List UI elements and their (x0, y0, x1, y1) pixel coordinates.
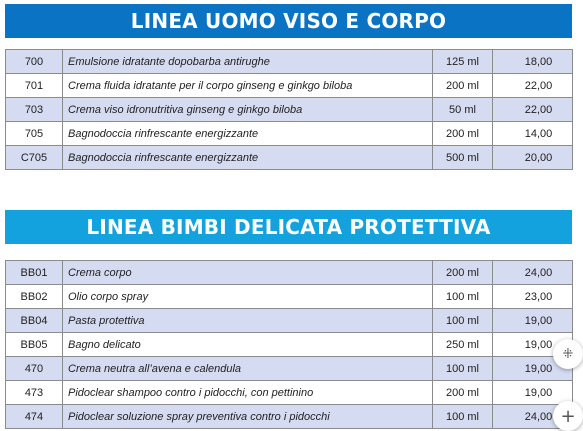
table-row (6, 309, 573, 333)
product-description: Pidoclear soluzione spray preventiva contro i pidocchi (63, 405, 433, 429)
product-code: BB02 (6, 285, 63, 309)
table-row (6, 122, 573, 146)
table-row (6, 405, 573, 429)
table-row (6, 285, 573, 309)
product-description: Bagnodoccia rinfrescante energizzante (63, 146, 433, 170)
product-code: 705 (6, 122, 63, 146)
product-code: 474 (6, 405, 63, 429)
product-code: 701 (6, 74, 63, 98)
product-code: BB04 (6, 309, 63, 333)
table-row (6, 333, 573, 357)
product-description: Crema neutra all’avena e calendula (63, 357, 433, 381)
product-description: Emulsione idratante dopobarba antirughe (63, 50, 433, 74)
product-size: 200 ml (433, 381, 493, 405)
product-code: 700 (6, 50, 63, 74)
product-code: 473 (6, 381, 63, 405)
product-price: 19,00 (493, 333, 573, 357)
table-row (6, 50, 573, 74)
product-code: BB01 (6, 261, 63, 285)
table-row (6, 381, 573, 405)
product-description: Bagnodoccia rinfrescante energizzante (63, 122, 433, 146)
price-table-linea-bimbi (5, 260, 576, 429)
section-title-linea-uomo: LINEA UOMO VISO E CORPO (5, 4, 572, 38)
table-row (6, 74, 573, 98)
product-description: Crema corpo (63, 261, 433, 285)
section-title-linea-bimbi: LINEA BIMBI DELICATA PROTETTIVA (5, 210, 572, 244)
grid-icon: ⁜ (562, 346, 574, 362)
product-price: 19,00 (493, 381, 573, 405)
product-size: 100 ml (433, 285, 493, 309)
product-size: 500 ml (433, 146, 493, 170)
product-price: 24,00 (493, 261, 573, 285)
table-row (6, 357, 573, 381)
product-code: C705 (6, 146, 63, 170)
product-size: 100 ml (433, 357, 493, 381)
product-price: 14,00 (493, 122, 573, 146)
product-code: BB05 (6, 333, 63, 357)
product-price: 24,00 (493, 405, 573, 429)
product-price: 18,00 (493, 50, 573, 74)
grid-menu-button[interactable] (553, 339, 583, 369)
product-code: 703 (6, 98, 63, 122)
product-size: 100 ml (433, 309, 493, 333)
table-row (6, 146, 573, 170)
product-price: 23,00 (493, 285, 573, 309)
product-size: 200 ml (433, 261, 493, 285)
product-price: 19,00 (493, 357, 573, 381)
product-description: Bagno delicato (63, 333, 433, 357)
product-size: 125 ml (433, 50, 493, 74)
product-size: 100 ml (433, 405, 493, 429)
product-size: 250 ml (433, 333, 493, 357)
product-size: 200 ml (433, 74, 493, 98)
zoom-in-button[interactable] (553, 401, 583, 431)
table-row (6, 98, 573, 122)
price-table-linea-uomo (5, 49, 573, 170)
product-price: 22,00 (493, 98, 573, 122)
product-size: 50 ml (433, 98, 493, 122)
product-description: Pasta protettiva (63, 309, 433, 333)
product-price: 19,00 (493, 309, 573, 333)
product-price: 20,00 (493, 146, 573, 170)
product-description: Crema viso idronutritiva ginseng e ginkgo biloba (63, 98, 433, 122)
product-size: 200 ml (433, 122, 493, 146)
product-price: 22,00 (493, 74, 573, 98)
plus-icon: + (560, 405, 576, 427)
product-description: Crema fluida idratante per il corpo ginseng e ginkgo biloba (63, 74, 433, 98)
product-description: Olio corpo spray (63, 285, 433, 309)
product-code: 470 (6, 357, 63, 381)
product-description: Pidoclear shampoo contro i pidocchi, con pettinino (63, 381, 433, 405)
table-row (6, 261, 573, 285)
